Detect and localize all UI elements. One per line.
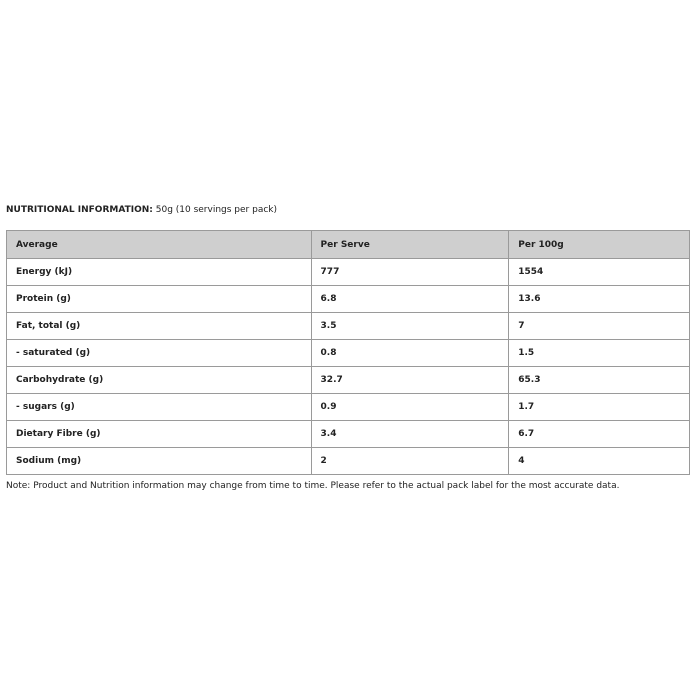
nutrition-heading-label: NUTRITIONAL INFORMATION:: [6, 205, 153, 215]
per-100g-value: 1.7: [509, 394, 690, 421]
table-row: [7, 367, 690, 394]
table-header-row: [7, 231, 690, 259]
table-row: [7, 340, 690, 367]
nutrient-name: Sodium (mg): [7, 448, 312, 475]
per-serve-value: 0.8: [311, 340, 509, 367]
column-header-per-serve: Per Serve: [311, 231, 509, 259]
table-row: [7, 394, 690, 421]
nutrient-name: - saturated (g): [7, 340, 312, 367]
nutrient-name: - sugars (g): [7, 394, 312, 421]
disclaimer-note: Note: Product and Nutrition information may change from time to time. Please refer to the actual pack label for the most accurate data.: [6, 481, 620, 491]
nutrient-name: Protein (g): [7, 286, 312, 313]
table-row: [7, 286, 690, 313]
table-row: [7, 313, 690, 340]
column-header-per-100g: Per 100g: [509, 231, 690, 259]
per-serve-value: 6.8: [311, 286, 509, 313]
nutrition-heading-detail: 50g (10 servings per pack): [152, 205, 278, 215]
per-serve-value: 32.7: [311, 367, 509, 394]
nutrition-table-header: [7, 231, 690, 259]
column-header-average: Average: [7, 231, 312, 259]
table-row: [7, 421, 690, 448]
per-100g-value: 1.5: [509, 340, 690, 367]
table-row: [7, 259, 690, 286]
per-serve-value: 0.9: [311, 394, 509, 421]
per-100g-value: 1554: [509, 259, 690, 286]
nutrient-name: Energy (kJ): [7, 259, 312, 286]
per-100g-value: 65.3: [509, 367, 690, 394]
nutrient-name: Carbohydrate (g): [7, 367, 312, 394]
table-row: [7, 448, 690, 475]
per-100g-value: 13.6: [509, 286, 690, 313]
per-100g-value: 4: [509, 448, 690, 475]
nutrition-heading: [6, 205, 277, 215]
per-serve-value: 2: [311, 448, 509, 475]
per-100g-value: 7: [509, 313, 690, 340]
per-100g-value: 6.7: [509, 421, 690, 448]
nutrition-table: [6, 230, 690, 475]
per-serve-value: 777: [311, 259, 509, 286]
nutrient-name: Fat, total (g): [7, 313, 312, 340]
per-serve-value: 3.4: [311, 421, 509, 448]
nutrition-table-body: [7, 259, 690, 475]
nutrient-name: Dietary Fibre (g): [7, 421, 312, 448]
per-serve-value: 3.5: [311, 313, 509, 340]
